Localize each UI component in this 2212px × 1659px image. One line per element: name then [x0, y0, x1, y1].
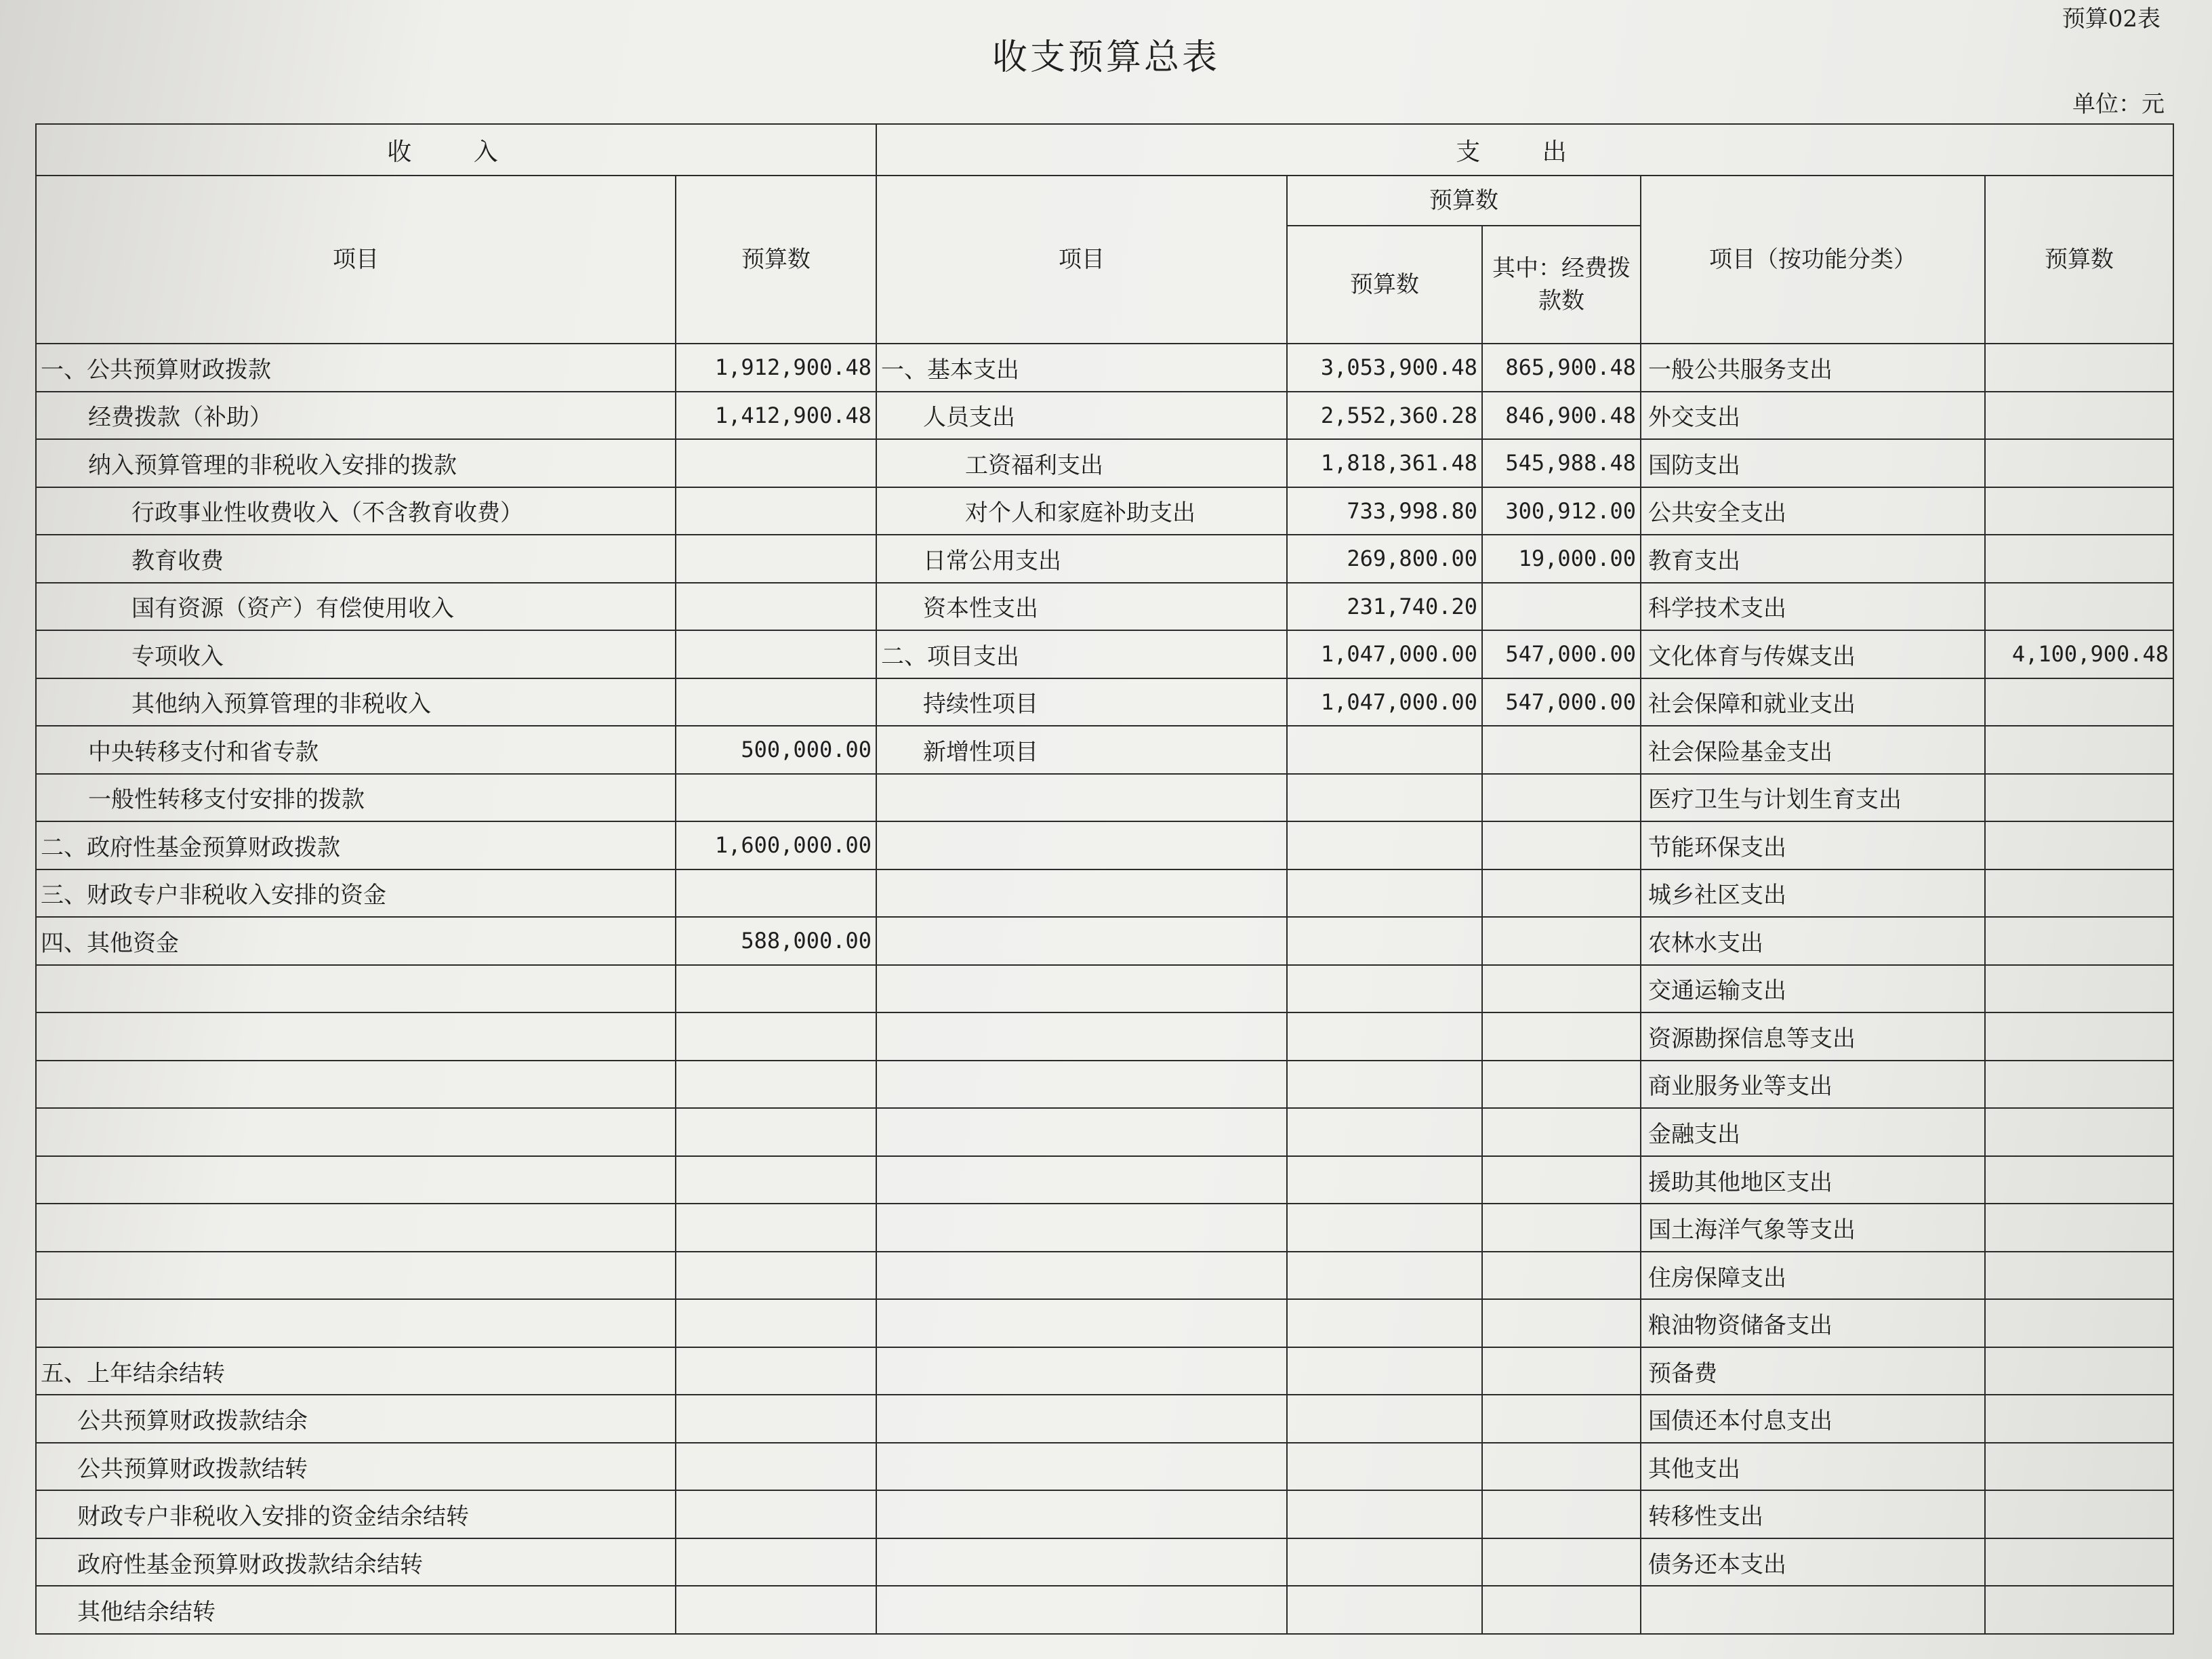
income-amount: [676, 1108, 876, 1156]
function-item: 教育支出: [1641, 535, 1985, 583]
function-item: 一般公共服务支出: [1641, 344, 1985, 392]
expense-fund-amount: [1482, 1347, 1641, 1395]
table-row: [36, 1252, 2173, 1300]
expense-amount: [1287, 869, 1482, 918]
income-item: 其他结余结转: [36, 1586, 676, 1634]
income-amount: [676, 1395, 876, 1443]
expense-amount: [1287, 1156, 1482, 1204]
income-amount: [676, 439, 876, 487]
expense-fund-amount: [1482, 869, 1641, 918]
expense-amount: 1,047,000.00: [1287, 630, 1482, 678]
function-amount: [1985, 1252, 2173, 1300]
function-amount: [1985, 869, 2173, 918]
income-amount: [676, 1299, 876, 1347]
expense-item: [876, 1443, 1287, 1491]
expense-item: [876, 774, 1287, 822]
expense-amount: [1287, 1395, 1482, 1443]
expense-item: 工资福利支出: [876, 439, 1287, 487]
function-amount: [1985, 583, 2173, 631]
income-amount: [676, 1204, 876, 1252]
income-amount: [676, 1586, 876, 1634]
income-amount: [676, 1061, 876, 1109]
expense-amount: 2,552,360.28: [1287, 392, 1482, 440]
income-item: [36, 1012, 676, 1061]
income-amount: [676, 1347, 876, 1395]
page-title: 收支预算总表: [991, 37, 1220, 78]
function-amount: [1985, 917, 2173, 965]
income-amount: [676, 774, 876, 822]
expense-fund-amount: [1482, 1156, 1641, 1204]
function-item: 转移性支出: [1641, 1490, 1985, 1538]
expense-item: [876, 1156, 1287, 1204]
function-amount: [1985, 1347, 2173, 1395]
table-row: [36, 869, 2173, 918]
income-item: 教育收费: [36, 535, 676, 583]
income-amount: [676, 1443, 876, 1491]
expense-fund-amount: [1482, 1586, 1641, 1634]
expense-amount: [1287, 1012, 1482, 1061]
expense-amount: [1287, 821, 1482, 869]
income-item: [36, 1204, 676, 1252]
expense-fund-amount: 545,988.48: [1482, 439, 1641, 487]
expense-item: [876, 1108, 1287, 1156]
income-item: 经费拨款（补助）: [36, 392, 676, 440]
expense-fund-header: 其中：经费拨款数: [1482, 226, 1641, 344]
expense-item: 资本性支出: [876, 583, 1287, 631]
income-amount: [676, 965, 876, 1013]
expense-budget-group-header: 预算数: [1287, 176, 1641, 226]
expense-fund-amount: [1482, 726, 1641, 774]
function-amount: [1985, 1108, 2173, 1156]
expense-fund-amount: 547,000.00: [1482, 630, 1641, 678]
income-section-header: 收 入: [36, 124, 876, 176]
table-row: [36, 1347, 2173, 1395]
function-amount: [1985, 392, 2173, 440]
function-item: 节能环保支出: [1641, 821, 1985, 869]
expense-fund-amount: [1482, 1012, 1641, 1061]
expense-amount: 1,047,000.00: [1287, 678, 1482, 726]
function-item: 资源勘探信息等支出: [1641, 1012, 1985, 1061]
table-row: [36, 917, 2173, 965]
function-item: 科学技术支出: [1641, 583, 1985, 631]
expense-amount: [1287, 1108, 1482, 1156]
income-amount: [676, 487, 876, 535]
income-item-header: 项目: [36, 176, 676, 344]
income-item: 一般性转移支付安排的拨款: [36, 774, 676, 822]
income-amount: [676, 678, 876, 726]
table-row: [36, 1299, 2173, 1347]
income-amount: [676, 1156, 876, 1204]
table-row: [36, 630, 2173, 678]
income-item: 三、财政专户非税收入安排的资金: [36, 869, 676, 918]
function-amount: [1985, 1395, 2173, 1443]
function-amount: [1985, 1156, 2173, 1204]
table-row: [36, 1156, 2173, 1204]
function-item: 交通运输支出: [1641, 965, 1985, 1013]
function-item: 金融支出: [1641, 1108, 1985, 1156]
function-item: [1641, 1586, 1985, 1634]
expense-amount: [1287, 1252, 1482, 1300]
expense-amount: [1287, 1490, 1482, 1538]
function-amount: [1985, 535, 2173, 583]
expense-amount: 733,998.80: [1287, 487, 1482, 535]
function-item: 粮油物资储备支出: [1641, 1299, 1985, 1347]
income-item: [36, 1108, 676, 1156]
expense-fund-amount: 846,900.48: [1482, 392, 1641, 440]
function-item: 国防支出: [1641, 439, 1985, 487]
expense-amount: [1287, 1538, 1482, 1586]
income-item: 一、公共预算财政拨款: [36, 344, 676, 392]
table-row: [36, 1012, 2173, 1061]
expense-item: 二、项目支出: [876, 630, 1287, 678]
function-item: 债务还本支出: [1641, 1538, 1985, 1586]
table-row: [36, 1108, 2173, 1156]
expense-fund-amount: 865,900.48: [1482, 344, 1641, 392]
income-item: 四、其他资金: [36, 917, 676, 965]
income-item: [36, 965, 676, 1013]
income-item: [36, 1299, 676, 1347]
table-row: [36, 1538, 2173, 1586]
expense-fund-amount: 300,912.00: [1482, 487, 1641, 535]
income-item: 纳入预算管理的非税收入安排的拨款: [36, 439, 676, 487]
function-item: 预备费: [1641, 1347, 1985, 1395]
expense-item: [876, 965, 1287, 1013]
function-item: 公共安全支出: [1641, 487, 1985, 535]
function-amount: [1985, 1012, 2173, 1061]
expense-item: 持续性项目: [876, 678, 1287, 726]
function-item: 城乡社区支出: [1641, 869, 1985, 918]
expense-fund-amount: [1482, 1299, 1641, 1347]
expense-item: [876, 1490, 1287, 1538]
expense-amount: [1287, 726, 1482, 774]
income-amount: [676, 1252, 876, 1300]
function-amount: [1985, 1538, 2173, 1586]
income-amount: 1,600,000.00: [676, 821, 876, 869]
expense-fund-amount: [1482, 821, 1641, 869]
income-amount: [676, 869, 876, 918]
income-amount: [676, 630, 876, 678]
table-row: [36, 439, 2173, 487]
function-amount: [1985, 1443, 2173, 1491]
income-amount: 1,912,900.48: [676, 344, 876, 392]
expense-fund-amount: 547,000.00: [1482, 678, 1641, 726]
expense-item: [876, 1347, 1287, 1395]
income-item: 公共预算财政拨款结转: [36, 1443, 676, 1491]
expense-item: 新增性项目: [876, 726, 1287, 774]
income-item: 专项收入: [36, 630, 676, 678]
expense-item: 日常公用支出: [876, 535, 1287, 583]
function-amount: [1985, 439, 2173, 487]
expense-amount: [1287, 1586, 1482, 1634]
expense-fund-amount: [1482, 1108, 1641, 1156]
expense-item: [876, 1538, 1287, 1586]
function-amount: [1985, 821, 2173, 869]
function-item: 医疗卫生与计划生育支出: [1641, 774, 1985, 822]
income-item: [36, 1061, 676, 1109]
expense-item: [876, 1061, 1287, 1109]
expense-item: 对个人和家庭补助支出: [876, 487, 1287, 535]
function-item: 其他支出: [1641, 1443, 1985, 1491]
function-item: 社会保障和就业支出: [1641, 678, 1985, 726]
income-item: 五、上年结余结转: [36, 1347, 676, 1395]
function-item: 农林水支出: [1641, 917, 1985, 965]
table-row: [36, 583, 2173, 631]
income-amount: 1,412,900.48: [676, 392, 876, 440]
income-item: 政府性基金预算财政拨款结余结转: [36, 1538, 676, 1586]
expense-fund-amount: [1482, 1204, 1641, 1252]
expense-fund-amount: [1482, 1395, 1641, 1443]
table-row: [36, 1490, 2173, 1538]
income-item: [36, 1156, 676, 1204]
expense-amount: 1,818,361.48: [1287, 439, 1482, 487]
expense-amount: 3,053,900.48: [1287, 344, 1482, 392]
expense-item: [876, 1299, 1287, 1347]
expense-amount: [1287, 917, 1482, 965]
unit-label: 单位：元: [2072, 91, 2165, 118]
income-item: 中央转移支付和省专款: [36, 726, 676, 774]
expense-item: [876, 1204, 1287, 1252]
table-row: [36, 344, 2173, 392]
function-item: 外交支出: [1641, 392, 1985, 440]
income-item: 行政事业性收费收入（不含教育收费）: [36, 487, 676, 535]
expense-fund-amount: [1482, 774, 1641, 822]
expense-item: 人员支出: [876, 392, 1287, 440]
expense-item: [876, 1012, 1287, 1061]
table-row: [36, 535, 2173, 583]
function-item-header: 项目（按功能分类）: [1641, 176, 1985, 344]
expense-fund-amount: [1482, 965, 1641, 1013]
income-item: [36, 1252, 676, 1300]
income-amount: [676, 1538, 876, 1586]
function-amount: [1985, 965, 2173, 1013]
function-amount: [1985, 774, 2173, 822]
table-row: [36, 392, 2173, 440]
expense-amount: [1287, 1443, 1482, 1491]
function-item: 社会保险基金支出: [1641, 726, 1985, 774]
function-item: 文化体育与传媒支出: [1641, 630, 1985, 678]
function-amount: [1985, 678, 2173, 726]
expense-item: [876, 821, 1287, 869]
income-budget-header: 预算数: [676, 176, 876, 344]
function-amount: 4,100,900.48: [1985, 630, 2173, 678]
expense-item-header: 项目: [876, 176, 1287, 344]
table-row: [36, 487, 2173, 535]
function-item: 商业服务业等支出: [1641, 1061, 1985, 1109]
function-item: 国债还本付息支出: [1641, 1395, 1985, 1443]
expense-item: [876, 1586, 1287, 1634]
income-item: 二、政府性基金预算财政拨款: [36, 821, 676, 869]
function-amount: [1985, 1204, 2173, 1252]
function-amount: [1985, 726, 2173, 774]
function-amount: [1985, 1586, 2173, 1634]
function-item: 住房保障支出: [1641, 1252, 1985, 1300]
income-amount: [676, 583, 876, 631]
table-row: [36, 965, 2173, 1013]
function-budget-header: 预算数: [1985, 176, 2173, 344]
expense-fund-amount: [1482, 1443, 1641, 1491]
form-code: 预算02表: [2062, 5, 2160, 33]
expense-budget-header: 预算数: [1287, 226, 1482, 344]
expense-amount: [1287, 1299, 1482, 1347]
income-item: 公共预算财政拨款结余: [36, 1395, 676, 1443]
function-amount: [1985, 487, 2173, 535]
expense-amount: [1287, 1204, 1482, 1252]
income-item: 其他纳入预算管理的非税收入: [36, 678, 676, 726]
expense-item: 一、基本支出: [876, 344, 1287, 392]
expense-section-header: 支 出: [876, 124, 2173, 176]
function-item: 国土海洋气象等支出: [1641, 1204, 1985, 1252]
table-row: [36, 1443, 2173, 1491]
income-amount: 500,000.00: [676, 726, 876, 774]
expense-fund-amount: [1482, 1490, 1641, 1538]
table-row: [36, 1204, 2173, 1252]
expense-amount: 269,800.00: [1287, 535, 1482, 583]
table-row: [36, 726, 2173, 774]
table-row: [36, 1061, 2173, 1109]
table-row: [36, 774, 2173, 822]
income-amount: [676, 1490, 876, 1538]
table-row: [36, 1586, 2173, 1634]
expense-item: [876, 917, 1287, 965]
table-row: [36, 821, 2173, 869]
expense-fund-amount: [1482, 1061, 1641, 1109]
function-amount: [1985, 1299, 2173, 1347]
expense-fund-amount: [1482, 917, 1641, 965]
income-amount: [676, 1012, 876, 1061]
income-item: 国有资源（资产）有偿使用收入: [36, 583, 676, 631]
table-row: [36, 1395, 2173, 1443]
expense-fund-amount: [1482, 1252, 1641, 1300]
function-amount: [1985, 1490, 2173, 1538]
expense-amount: [1287, 1347, 1482, 1395]
expense-amount: [1287, 965, 1482, 1013]
income-amount: 588,000.00: [676, 917, 876, 965]
expense-amount: 231,740.20: [1287, 583, 1482, 631]
income-item: 财政专户非税收入安排的资金结余结转: [36, 1490, 676, 1538]
expense-amount: [1287, 1061, 1482, 1109]
expense-fund-amount: [1482, 583, 1641, 631]
function-amount: [1985, 1061, 2173, 1109]
function-amount: [1985, 344, 2173, 392]
table-row: [36, 678, 2173, 726]
expense-fund-amount: 19,000.00: [1482, 535, 1641, 583]
budget-summary-table: [35, 123, 2174, 1635]
function-item: 援助其他地区支出: [1641, 1156, 1985, 1204]
expense-item: [876, 1395, 1287, 1443]
expense-item: [876, 869, 1287, 918]
expense-item: [876, 1252, 1287, 1300]
expense-fund-amount: [1482, 1538, 1641, 1586]
income-amount: [676, 535, 876, 583]
expense-amount: [1287, 774, 1482, 822]
